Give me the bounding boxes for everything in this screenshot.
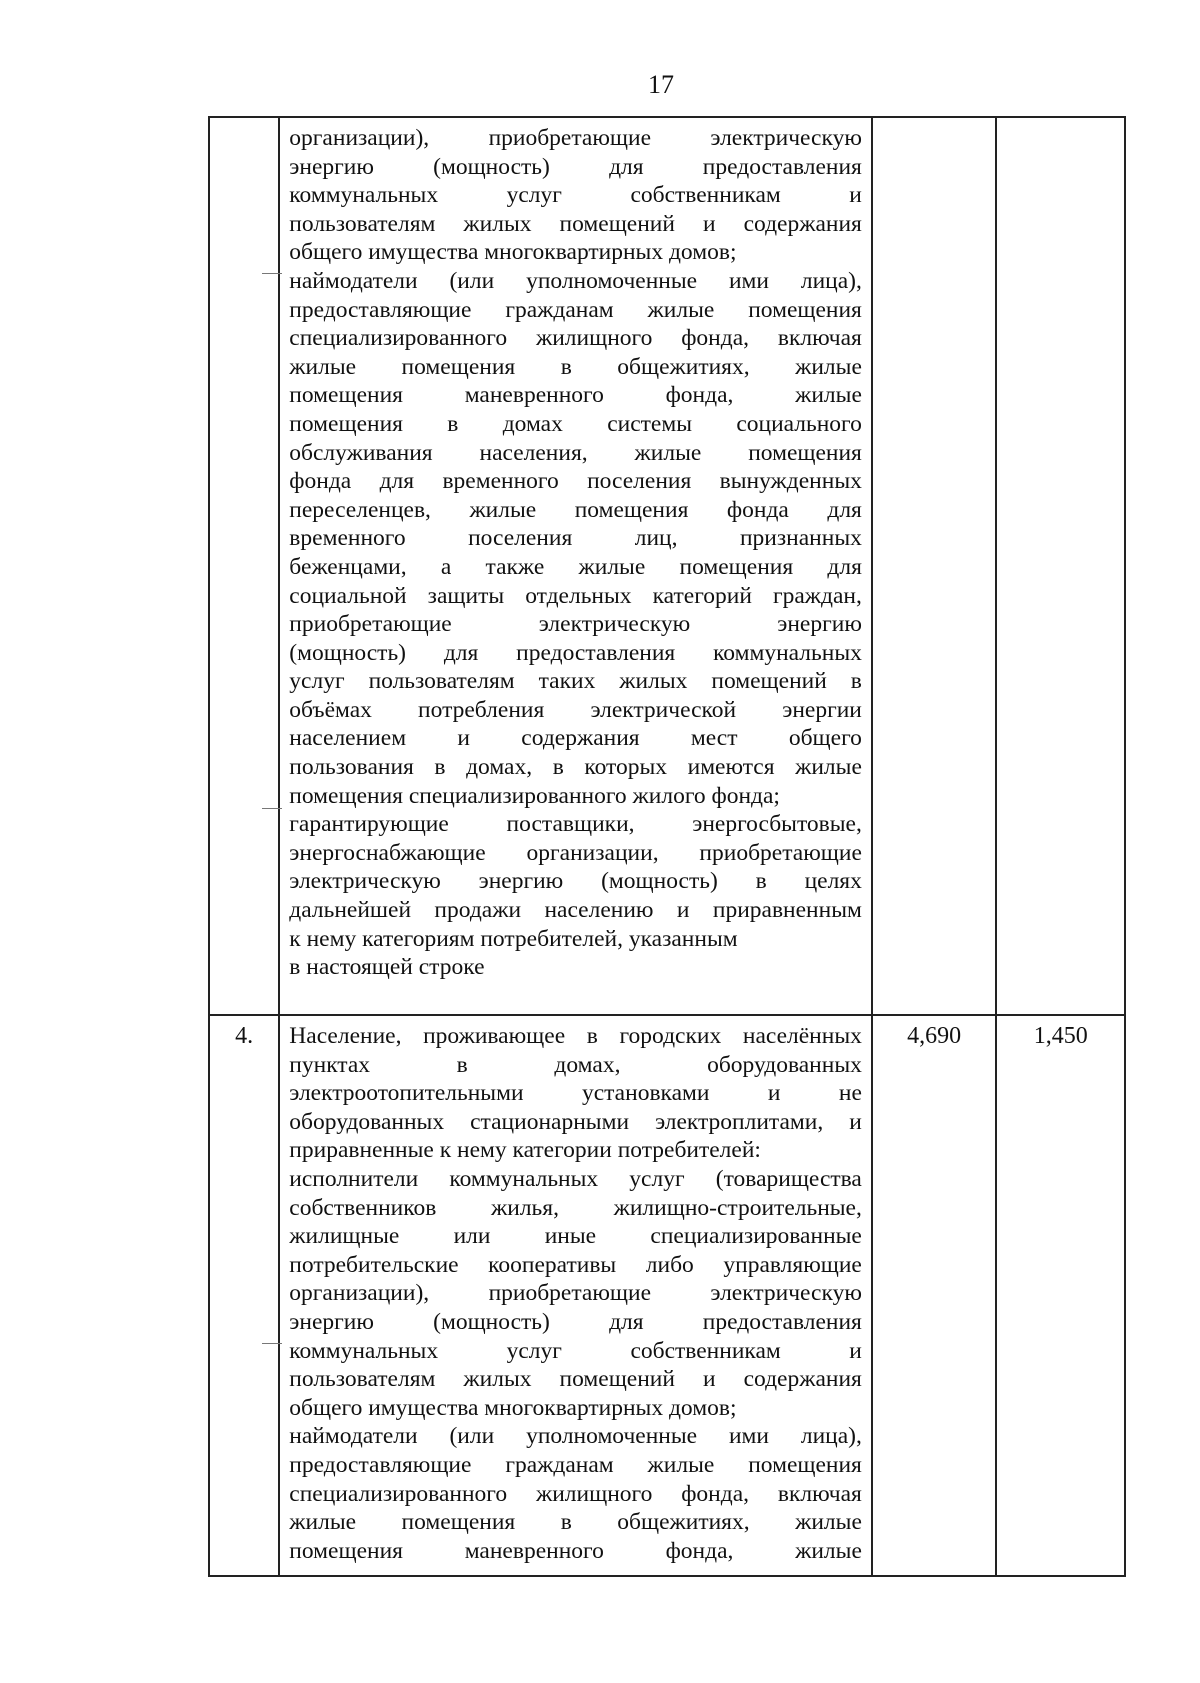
text-line: беженцами, а также жилые помещения для bbox=[289, 553, 862, 580]
margin-mark bbox=[262, 1343, 282, 1344]
row-description-cell bbox=[279, 117, 872, 1015]
tariff-value-1: 4,690 bbox=[872, 1015, 997, 1576]
text-line: приравненные к нему категории потребителей: bbox=[289, 1137, 761, 1164]
text-line: помещения маневренного фонда, жилые bbox=[289, 382, 862, 409]
text-line: объёмах потребления электрической энергии bbox=[289, 696, 862, 723]
text-line: оборудованных стационарными электроплитами, и bbox=[289, 1108, 862, 1135]
text-line: жилые помещения в общежитиях, жилые bbox=[289, 353, 862, 380]
text-line: временного поселения лиц, признанных bbox=[289, 525, 862, 552]
text-line: предоставляющие гражданам жилые помещения bbox=[289, 1451, 862, 1478]
text-line: организации), приобретающие электрическую bbox=[289, 125, 862, 151]
tariff-value-2: 1,450 bbox=[996, 1015, 1125, 1576]
page-number: 17 bbox=[648, 70, 674, 99]
text-line: общего имущества многоквартирных домов; bbox=[289, 1394, 737, 1421]
row-description bbox=[280, 1016, 871, 1567]
text-line: собственников жилья, жилищно-строительные, bbox=[289, 1194, 862, 1221]
table-row bbox=[209, 117, 1125, 1015]
text-line: жилые помещения в общежитиях, жилые bbox=[289, 1509, 862, 1536]
text-line: услуг пользователям таких жилых помещений в bbox=[289, 668, 862, 695]
text-line: электроотопительными установками и не bbox=[289, 1080, 862, 1107]
text-line: помещения в домах системы социального bbox=[289, 410, 862, 437]
text-line: исполнители коммунальных услуг (товарищества bbox=[289, 1165, 862, 1192]
text-line: электрическую энергию (мощность) в целях bbox=[289, 868, 862, 895]
text-line: энергию (мощность) для предоставления bbox=[289, 153, 862, 180]
text-line: специализированного жилищного фонда, включая bbox=[289, 325, 862, 352]
text-line: населением и содержания мест общего bbox=[289, 725, 862, 752]
text-line: пользователям жилых помещений и содержания bbox=[289, 210, 862, 237]
text-line: коммунальных услуг собственникам и bbox=[289, 182, 862, 209]
row-number-cell: 4. bbox=[209, 1015, 279, 1576]
text-line: потребительские кооперативы либо управляющие bbox=[289, 1251, 862, 1278]
text-line: энергоснабжающие организации, приобретающие bbox=[289, 839, 862, 866]
text-line: коммунальных услуг собственникам и bbox=[289, 1337, 862, 1364]
text-line: в настоящей строке bbox=[289, 954, 485, 981]
text-line: помещения маневренного фонда, жилые bbox=[289, 1537, 862, 1564]
margin-mark bbox=[262, 273, 282, 274]
text-line: предоставляющие гражданам жилые помещения bbox=[289, 296, 862, 323]
table-row bbox=[209, 1015, 1125, 1576]
row-number-cell bbox=[209, 117, 279, 1015]
text-line: пользования в домах, в которых имеются жилые bbox=[289, 754, 862, 781]
text-line: приобретающие электрическую энергию bbox=[289, 611, 862, 638]
text-line: социальной защиты отдельных категорий граждан, bbox=[289, 582, 862, 609]
text-line: общего имущества многоквартирных домов; bbox=[289, 239, 737, 266]
text-line: помещения специализированного жилого фонда; bbox=[289, 782, 780, 809]
row-description-cell bbox=[279, 1015, 872, 1576]
text-line: пунктах в домах, оборудованных bbox=[289, 1051, 862, 1078]
tariff-value-2 bbox=[996, 117, 1125, 1015]
text-line: фонда для временного поселения вынужденных bbox=[289, 468, 862, 495]
margin-mark bbox=[262, 808, 282, 809]
text-line: дальнейшей продажи населению и приравненным bbox=[289, 897, 862, 924]
text-line: энергию (мощность) для предоставления bbox=[289, 1308, 862, 1335]
text-line: наймодатели (или уполномоченные ими лица), bbox=[289, 267, 862, 294]
text-line: обслуживания населения, жилые помещения bbox=[289, 439, 862, 466]
text-line: жилищные или иные специализированные bbox=[289, 1223, 862, 1250]
text-line: (мощность) для предоставления коммунальных bbox=[289, 639, 862, 666]
text-line: гарантирующие поставщики, энергосбытовые, bbox=[289, 811, 862, 838]
text-line: Население, проживающее в городских населённых bbox=[289, 1023, 862, 1049]
tariff-table bbox=[208, 116, 1126, 1577]
tariff-value-1 bbox=[872, 117, 997, 1015]
text-line: специализированного жилищного фонда, включая bbox=[289, 1480, 862, 1507]
text-line: переселенцев, жилые помещения фонда для bbox=[289, 496, 862, 523]
text-line: пользователям жилых помещений и содержания bbox=[289, 1366, 862, 1393]
text-line: наймодатели (или уполномоченные ими лица), bbox=[289, 1423, 862, 1450]
text-line: организации), приобретающие электрическую bbox=[289, 1280, 862, 1307]
row-description bbox=[280, 118, 871, 984]
text-line: к нему категориям потребителей, указанным bbox=[289, 925, 738, 952]
